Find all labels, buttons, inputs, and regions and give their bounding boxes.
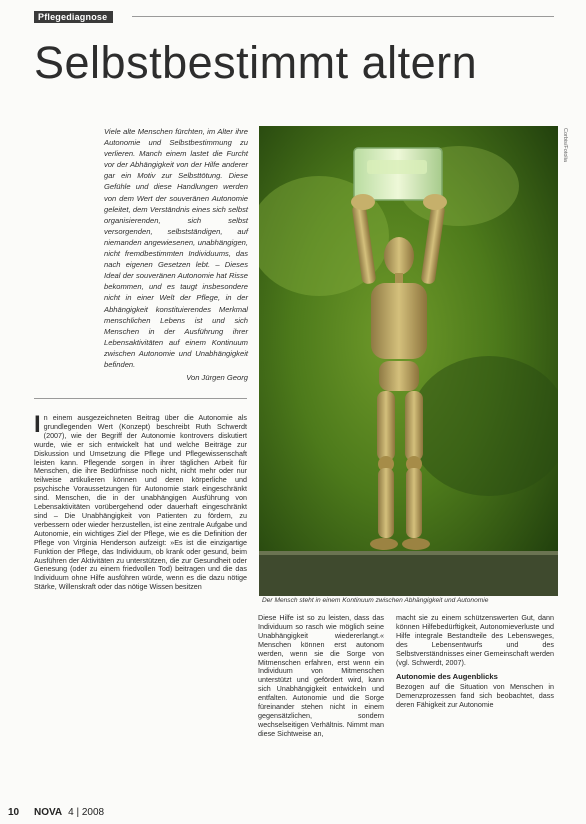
photo-credit: Corbis/Fotolia [562, 128, 568, 162]
section-rubric: Pflegediagnose [34, 11, 113, 23]
body-text-col3b: Bezogen auf die Situation von Menschen in Demenzprozessen fand sich beobachtet, dass deren Fähigkeit zur Autonomie [396, 682, 554, 710]
body-text-col3a: macht sie zu einem schützenswerten Gut, dann können Hilfebedürftigkeit, Autonomieverluste und Hilfe integrale Bestandteile des Lebensweges, des Lebensentwurfs und des Selbstverständnisses einer Gemeinschaft werden (vgl. Schwerdt, 2007). [396, 614, 554, 667]
magazine-footer [34, 807, 104, 818]
author-byline: Von Jürgen Georg [186, 373, 248, 382]
section-subhead: Autonomie des Augenblicks [396, 672, 498, 682]
body-text-col1: n einem ausgezeichneten Beitrag über die Autonomie als grundlegenden Wert (Konzept) beschreibt Ruth Schwerdt (2007), wie der Begriff der Autonomie kontrovers diskutiert wurde, wie er sich entwickelt hat und welche Beiträge zur Diskussion und Umsetzung die Pflege und Pflegewissenschaft leisten kann. Pflegende sorgen in ihrer täglichen Arbeit für Menschen, die ihre Bedürfnisse noch nicht, nicht mehr oder nur teilweise artikulieren können und deren körperliche und psychische Voraussetzungen für Autonomie stark eingeschränkt sind. Menschen, die in der unabhängigen Ausführung von Lebensaktivitäten vorübergehend oder dauerhaft eingeschränkt sind – Die Unabhängigkeit von Patienten zu fördern, zu verbessern oder wieder herzustellen, ist eine zentrale Aufgabe und Autonomie, ein wichtiges Ziel der Pflege, wie es die Definition der Pflege von Virginia Henderson aufzeigt: »Es ist die einzigartige Funktion der Pflege, das Individuum, ob krank oder gesund, beim Ausführen der Aktivitäten zu unterstützen, die zur Gesundheit oder Genesung (oder zu einem friedvollen Tod) beitragen und die das Individuum ohne Hilfe ausführen würde, wenn es die dazu nötige Stärke, Willenskraft oder das nötige Wissen besitzen [34, 414, 247, 592]
body-column-3 [396, 614, 554, 814]
body-column-1 [34, 414, 247, 812]
magazine-issue: 4 | 2008 [68, 807, 105, 818]
article-title: Selbstbestimmt altern [34, 37, 478, 88]
magazine-name: NOVA [34, 807, 63, 818]
article-photo [259, 126, 558, 596]
header-rule [132, 16, 554, 17]
wooden-mannequin-image [259, 126, 558, 596]
drop-cap: I [34, 414, 41, 438]
lead-divider [34, 398, 247, 399]
page-number: 10 [8, 807, 20, 818]
photo-caption: Der Mensch steht in einem Kontinuum zwischen Abhängigkeit und Autonomie [262, 597, 489, 604]
body-text-col2: Diese Hilfe ist so zu leisten, dass das Individuum so rasch wie möglich seine Unabhängigkeit wiedererlangt.« Menschen können erst autonom werden, wenn sie die Sorge von Mitmenschen erfahren, erst wenn ein Individuum von Mitmenschen unterstützt und gefördert wird, kann sich Unabhängigkeit entwickeln und entfalten. Autonomie und die Sorge füreinander stehen nicht in einem gegensätzlichen, sondern wechselseitigen Verhältnis. Nimmt man diese Sichtweise an, [258, 614, 384, 738]
lead-paragraph: Viele alte Menschen fürchten, im Alter ihre Autonomie und Selbstbestimmung zu verlieren. Manch einem lastet die Furcht vor der Abhängigkeit von der Hilfe anderer gar ein Motiv zur Selbsttötung. Diese Gefühle und diese Handlungen werden von dem Wert der souveränen Autonomie geleitet, dem Verständnis eines sich selbst organisierenden, sich selbst versorgenden, selbstständigen, auf niemanden angewiesenen, unabhängigen, nicht fremdbestimmten Individuums, das nach eigenen Gesetzen lebt. – Dieses Ideal der souveränen Autonomie hat Risse bekommen, und es taugt insbesondere nicht in einer Welt der Pflege, in der Abhängigkeit konstituierendes Merkmal menschlichen Lebens ist und sich Menschen in der Ausführung ihrer Lebensaktivitäten auf einem Kontinuum zwischen Autonomie und Unabhängigkeit befinden. [104, 127, 248, 369]
body-column-2 [258, 614, 384, 814]
